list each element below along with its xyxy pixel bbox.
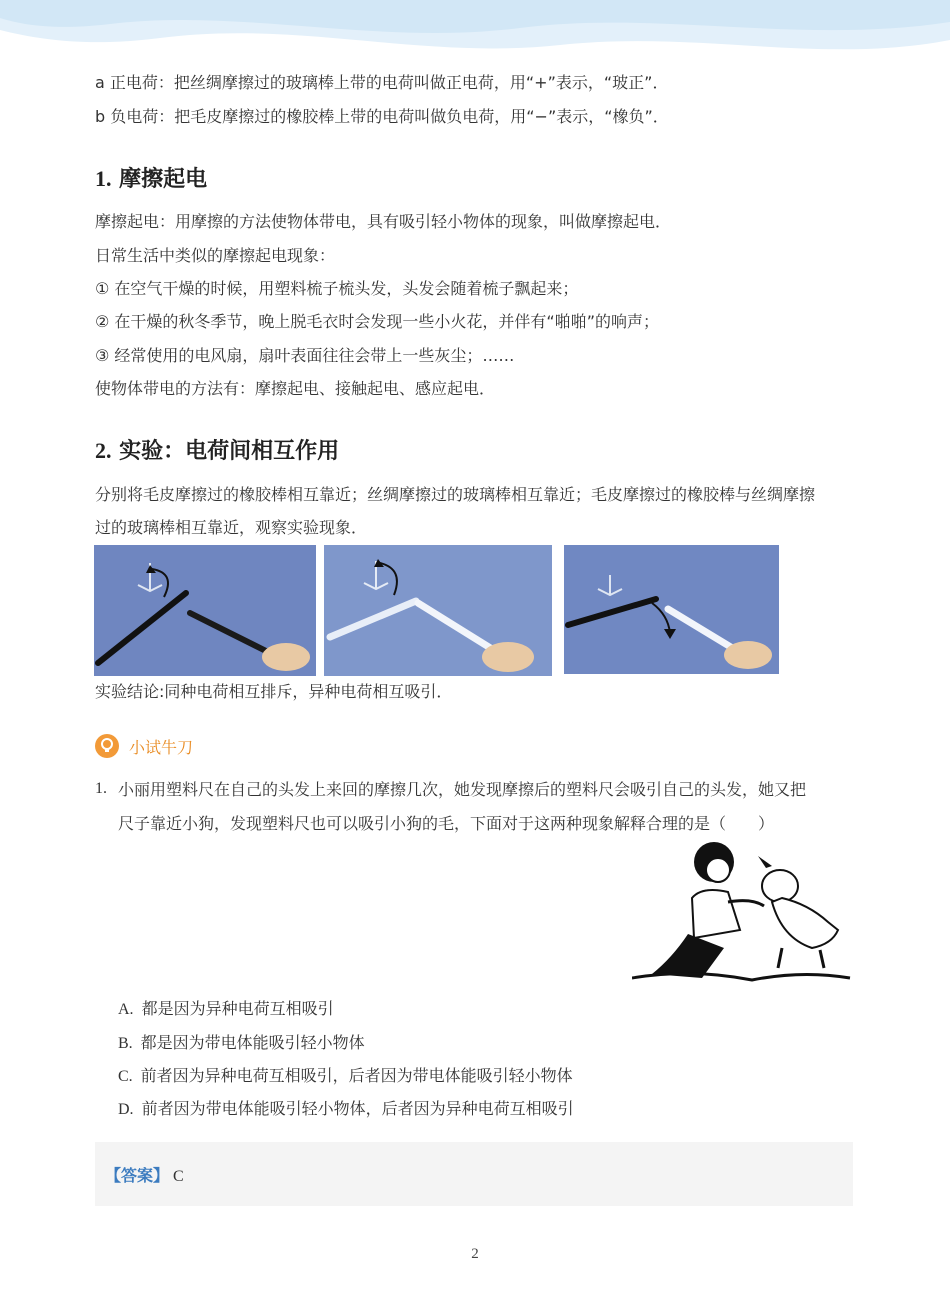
option-letter: D.: [118, 1101, 134, 1118]
experiment-photo-rubber-glass: [564, 545, 779, 674]
list-item: ② 在干燥的秋冬季节，晚上脱毛衣时会发现一些小火花，并伴有“啪啪”的响声；: [95, 312, 660, 331]
question-text-line: 小丽用塑料尺在自己的头发上来回的摩擦几次，她发现摩擦后的塑料尺会吸引自己的头发，她又把: [118, 780, 807, 799]
tip-label: 小试牛刀: [129, 737, 194, 757]
paragraph-line: 分别将毛皮摩擦过的橡胶棒相互靠近；丝绸摩擦过的玻璃棒相互靠近；毛皮摩擦过的橡胶棒与丝绸摩擦: [95, 485, 816, 504]
option-letter: C.: [118, 1068, 133, 1085]
answer-value: C: [173, 1168, 184, 1185]
option-d[interactable]: [118, 1096, 574, 1119]
option-letter: A.: [118, 1001, 134, 1018]
answer-line: [105, 1163, 184, 1186]
question-number: 1.: [95, 780, 107, 797]
section-title: 摩擦起电: [119, 167, 208, 192]
experiment-conclusion: 实验结论:同种电荷相互排斥，异种电荷相互吸引．: [95, 682, 453, 701]
answer-box: [95, 1142, 853, 1206]
practice-tip-header: [95, 734, 193, 758]
option-text: 前者因为带电体能吸引轻小物体，后者因为异种电荷互相吸引: [141, 1099, 574, 1118]
positive-charge-definition: a 正电荷：把丝绸摩擦过的玻璃棒上带的电荷叫做正电荷，用“+”表示，“玻正”．: [95, 73, 669, 92]
section-heading-experiment: [95, 434, 339, 465]
negative-charge-definition: b 负电荷：把毛皮摩擦过的橡胶棒上带的电荷叫做负电荷，用“−”表示，“橡负”．: [95, 107, 669, 126]
experiment-photo-glass-glass: [324, 545, 552, 676]
answer-tag: 【答案】: [105, 1166, 170, 1185]
list-item: ① 在空气干燥的时候，用塑料梳子梳头发，头发会随着梳子飘起来；: [95, 279, 579, 298]
section-heading-friction: [95, 162, 207, 193]
option-text: 都是因为带电体能吸引轻小物体: [140, 1033, 365, 1052]
paragraph-line: 日常生活中类似的摩擦起电现象：: [95, 246, 336, 265]
page-number: 2: [471, 1246, 479, 1262]
experiment-photo-rubber-rubber: [94, 545, 316, 676]
girl-and-dog-illustration: [632, 838, 854, 986]
list-item: ③ 经常使用的电风扇，扇叶表面往往会带上一些灰尘；……: [95, 346, 515, 365]
option-text: 都是因为异种电荷互相吸引: [141, 999, 334, 1018]
option-a[interactable]: [118, 996, 334, 1019]
option-c[interactable]: [118, 1063, 573, 1086]
paragraph-line: 过的玻璃棒相互靠近，观察实验现象．: [95, 518, 368, 537]
option-letter: B.: [118, 1035, 133, 1052]
question-text-line: 尺子靠近小狗，发现塑料尺也可以吸引小狗的毛，下面对于这两种现象解释合理的是（ ）: [118, 814, 775, 833]
paragraph-line: 摩擦起电：用摩擦的方法使物体带电，具有吸引轻小物体的现象，叫做摩擦起电．: [95, 212, 672, 231]
section-number: 1.: [95, 166, 112, 191]
header-wave-decoration: [0, 0, 950, 70]
option-text: 前者因为异种电荷互相吸引，后者因为带电体能吸引轻小物体: [140, 1066, 573, 1085]
section-title: 实验：电荷间相互作用: [119, 439, 340, 464]
option-b[interactable]: [118, 1030, 365, 1053]
lightbulb-icon: [95, 734, 119, 758]
section-number: 2.: [95, 438, 112, 463]
paragraph-line: 使物体带电的方法有：摩擦起电、接触起电、感应起电．: [95, 379, 496, 398]
